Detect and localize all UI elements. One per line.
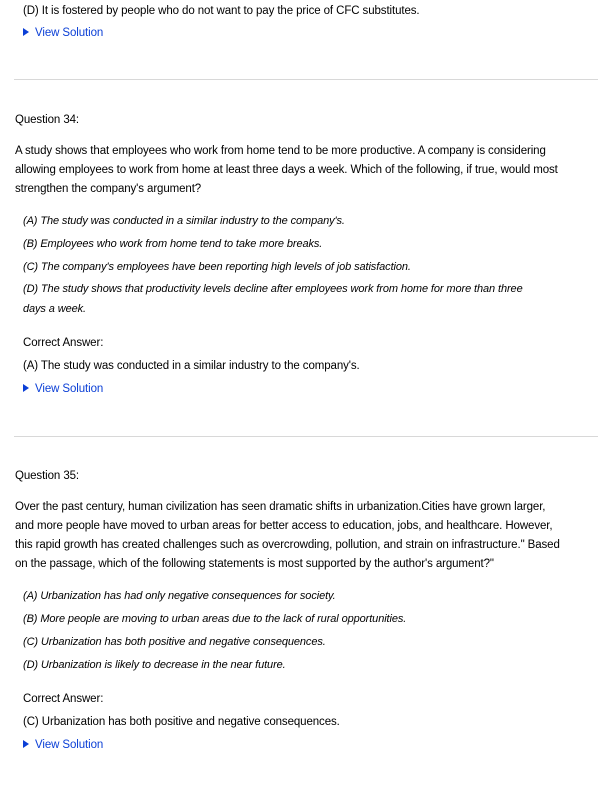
view-solution-label: View Solution xyxy=(35,739,104,751)
question-34-stem-line: A study shows that employees who work from home tend to be more productive. A company is considering xyxy=(15,145,546,157)
play-triangle-icon xyxy=(23,28,29,36)
question-34-option-a: (A) The study was conducted in a similar industry to the company's. xyxy=(23,215,345,227)
question-35-stem-line: Over the past century, human civilization has seen dramatic shifts in urbanization.Cities have grown larger, xyxy=(15,501,546,513)
question-35-view-solution-link[interactable] xyxy=(23,738,103,752)
question-35-correct-answer: (C) Urbanization has both positive and negative consequences. xyxy=(23,716,340,728)
question-34-view-solution-link[interactable] xyxy=(23,382,103,396)
question-divider xyxy=(14,79,598,80)
question-34-correct-answer: (A) The study was conducted in a similar industry to the company's. xyxy=(23,360,360,372)
play-triangle-icon xyxy=(23,384,29,392)
question-35-label: Question 35: xyxy=(15,470,80,482)
question-34-stem-line: strengthen the company's argument? xyxy=(15,183,202,195)
question-35-option-b: (B) More people are moving to urban areas due to the lack of rural opportunities. xyxy=(23,613,407,625)
question-34-option-d-cont: days a week. xyxy=(23,303,87,315)
question-34-stem-line: allowing employees to work from home at least three days a week. Which of the following, if true, would most xyxy=(15,164,558,176)
question-35-option-a: (A) Urbanization has had only negative consequences for society. xyxy=(23,590,336,602)
question-34-option-d: (D) The study shows that productivity levels decline after employees work from home for more than three xyxy=(23,283,523,295)
view-solution-label: View Solution xyxy=(35,27,104,39)
question-34-label: Question 34: xyxy=(15,114,80,126)
prev-option-d: (D) It is fostered by people who do not want to pay the price of CFC substitutes. xyxy=(23,5,420,17)
question-34-option-c: (C) The company's employees have been reporting high levels of job satisfaction. xyxy=(23,261,411,273)
question-35-option-c: (C) Urbanization has both positive and negative consequences. xyxy=(23,636,326,648)
question-35-stem-line: this rapid growth has created challenges such as overcrowding, pollution, and strain on infrastructure." Based xyxy=(15,539,560,551)
play-triangle-icon xyxy=(23,740,29,748)
question-35-stem-line: and more people have moved to urban areas for better access to education, jobs, and healthcare. However, xyxy=(15,520,553,532)
question-35-correct-label: Correct Answer: xyxy=(23,693,104,705)
question-35-stem-line: on the passage, which of the following statements is most supported by the author's argument?" xyxy=(15,558,494,570)
question-34-option-b: (B) Employees who work from home tend to take more breaks. xyxy=(23,238,323,250)
question-34-correct-label: Correct Answer: xyxy=(23,337,104,349)
view-solution-label: View Solution xyxy=(35,383,104,395)
question-divider xyxy=(14,436,598,437)
question-35-option-d: (D) Urbanization is likely to decrease in the near future. xyxy=(23,659,286,671)
prev-view-solution-link[interactable] xyxy=(23,26,103,40)
